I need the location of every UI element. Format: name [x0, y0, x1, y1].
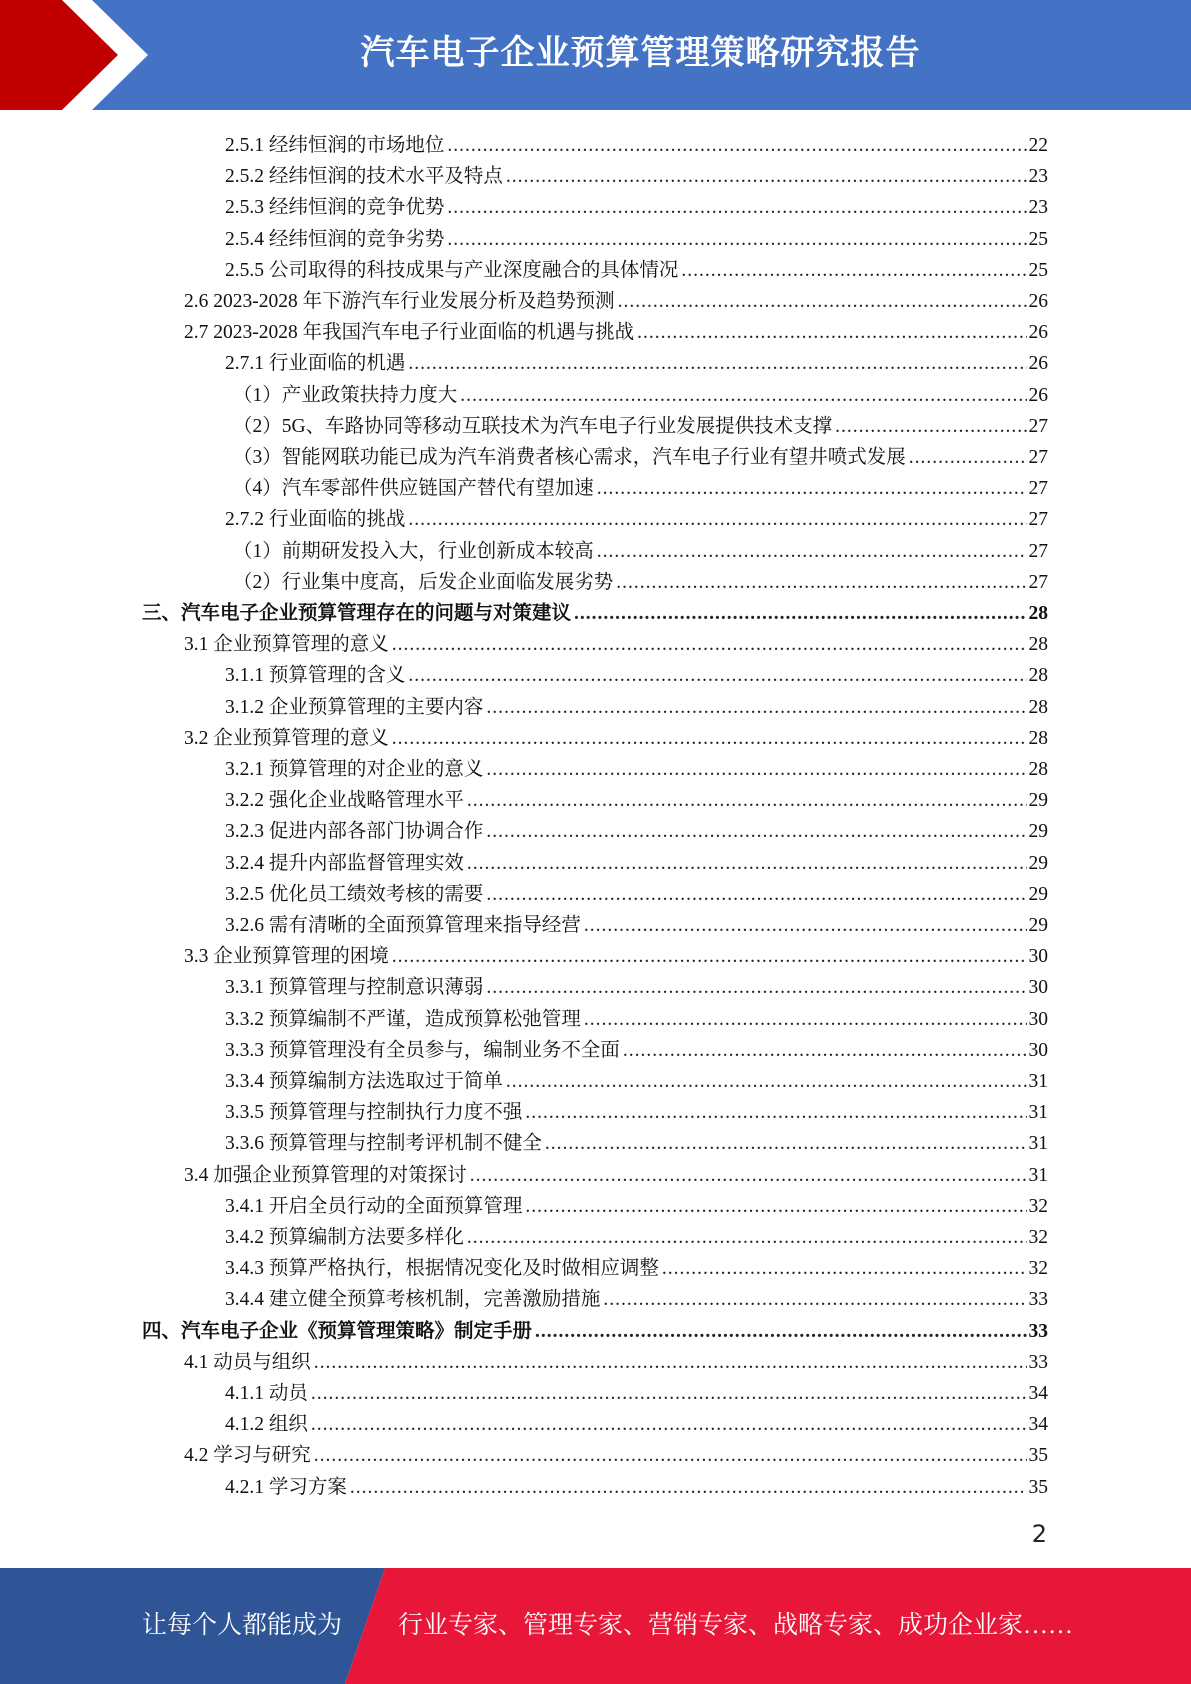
toc-entry[interactable] [225, 346, 1048, 377]
toc-dot-leader [314, 1443, 1027, 1469]
toc-entry-page: 31 [1028, 1071, 1048, 1092]
toc-entry-page: 34 [1028, 1383, 1048, 1404]
toc-entry[interactable] [233, 440, 1048, 471]
toc-entry-page: 30 [1028, 1008, 1048, 1030]
toc-entry-title: 3.2.4 提升内部监督管理实效 [225, 852, 464, 874]
toc-dot-leader [506, 1069, 1027, 1095]
toc-entry-page: 26 [1028, 322, 1048, 344]
report-title: 汽车电子企业预算管理策略研究报告 [360, 33, 921, 73]
toc-dot-leader [835, 414, 1026, 440]
toc-dot-leader [392, 944, 1027, 970]
toc-entry-title: 三、汽车电子企业预算管理存在的问题与对策建议 [142, 603, 572, 624]
toc-entry-title: （1）前期研发投入大，行业创新成本较高 [233, 540, 594, 562]
toc-dot-leader [525, 1100, 1026, 1126]
toc-dot-leader [350, 1475, 1027, 1501]
toc-entry-page: 29 [1028, 883, 1048, 905]
toc-dot-leader [486, 882, 1026, 908]
toc-entry[interactable] [225, 1064, 1048, 1095]
toc-dot-leader [486, 975, 1026, 1001]
toc-entry-page: 33 [1028, 1351, 1048, 1373]
toc-entry[interactable] [225, 908, 1048, 939]
toc-entry-page: 29 [1028, 915, 1048, 936]
toc-entry-title: 3.2 企业预算管理的意义 [184, 727, 389, 749]
toc-entry[interactable] [225, 1251, 1048, 1282]
toc-entry-page: 26 [1028, 384, 1048, 406]
toc-entry-page: 33 [1028, 1320, 1048, 1342]
toc-entry-page: 35 [1028, 1476, 1048, 1498]
toc-dot-leader [392, 632, 1027, 658]
toc-entry[interactable] [233, 565, 1048, 596]
toc-entry-title: 3.1.1 预算管理的含义 [225, 665, 406, 687]
toc-entry[interactable] [225, 690, 1048, 721]
toc-entry-page: 29 [1028, 790, 1048, 812]
toc-entry-title: 3.4.1 开启全员行动的全面预算管理 [225, 1195, 523, 1217]
toc-dot-leader [584, 913, 1027, 939]
toc-dot-leader [545, 1131, 1027, 1157]
toc-dot-leader [506, 164, 1027, 190]
toc-dot-leader [467, 1225, 1027, 1251]
page-footer [0, 1568, 1191, 1684]
toc-entry-title: 2.5.5 公司取得的科技成果与产业深度融合的具体情况 [225, 259, 679, 281]
toc-entry-title: 2.5.2 经纬恒润的技术水平及特点 [225, 166, 503, 188]
toc-entry-title: 3.4.4 建立健全预算考核机制，完善激励措施 [225, 1289, 601, 1311]
toc-entry-title: 3.3 企业预算管理的困境 [184, 946, 389, 968]
toc-dot-leader [408, 663, 1026, 689]
toc-entry-title: 4.2 学习与研究 [184, 1445, 311, 1467]
toc-entry-page: 22 [1028, 135, 1048, 156]
toc-entry[interactable] [225, 253, 1048, 284]
toc-dot-leader [408, 351, 1026, 377]
toc-dot-leader [486, 757, 1026, 783]
toc-entry-page: 31 [1028, 1164, 1048, 1186]
toc-entry[interactable] [225, 1376, 1048, 1407]
toc-dot-leader [909, 445, 1027, 471]
toc-entry[interactable] [225, 877, 1048, 908]
toc-dot-leader [392, 726, 1027, 752]
toc-entry-page: 28 [1028, 603, 1048, 624]
toc-entry-page: 28 [1028, 665, 1048, 687]
toc-entry[interactable] [233, 534, 1048, 565]
toc-entry-title: 4.1.2 组织 [225, 1414, 308, 1436]
toc-entry[interactable] [225, 783, 1048, 814]
toc-entry[interactable] [184, 627, 1048, 658]
toc-entry-title: 4.2.1 学习方案 [225, 1476, 347, 1498]
toc-entry-page: 28 [1028, 696, 1048, 718]
toc-entry[interactable] [225, 1189, 1048, 1220]
toc-entry[interactable] [184, 939, 1048, 970]
toc-entry[interactable] [225, 1407, 1048, 1438]
toc-entry[interactable] [184, 284, 1048, 315]
toc-entry-title: 2.6 2023-2028 年下游汽车行业发展分析及趋势预测 [184, 291, 615, 312]
toc-entry-page: 27 [1028, 571, 1048, 593]
toc-entry-page: 30 [1028, 946, 1048, 968]
toc-dot-leader [535, 1319, 1026, 1345]
toc-entry-title: 3.1.2 企业预算管理的主要内容 [225, 696, 484, 718]
toc-entry[interactable] [184, 721, 1048, 752]
toc-entry-page: 28 [1028, 634, 1048, 656]
toc-dot-leader [616, 570, 1026, 596]
toc-entry-page: 32 [1028, 1227, 1048, 1248]
toc-entry-page: 28 [1028, 727, 1048, 749]
toc-entry[interactable] [225, 846, 1048, 877]
toc-entry[interactable] [225, 970, 1048, 1001]
toc-entry-title: （4）汽车零部件供应链国产替代有望加速 [233, 478, 594, 500]
toc-entry-title: （2）5G、车路协同等移动互联技术为汽车电子行业发展提供技术支撑 [233, 415, 833, 437]
toc-entry[interactable] [233, 471, 1048, 502]
toc-entry-title: （3）智能网联功能已成为汽车消费者核心需求，汽车电子行业有望井喷式发展 [233, 447, 906, 468]
toc-entry[interactable] [225, 658, 1048, 689]
toc-dot-leader [623, 1038, 1027, 1064]
toc-entry-title: 3.4.2 预算编制方法要多样化 [225, 1227, 464, 1248]
toc-dot-leader [574, 601, 1026, 627]
toc-entry-title: 3.3.6 预算管理与控制考评机制不健全 [225, 1133, 542, 1155]
toc-entry[interactable] [142, 596, 1048, 627]
toc-entry-page: 26 [1028, 291, 1048, 312]
toc-entry-title: （1）产业政策扶持力度大 [233, 384, 458, 406]
toc-entry-title: 2.7.2 行业面临的挑战 [225, 509, 406, 531]
toc-entry[interactable] [225, 1033, 1048, 1064]
toc-entry-page: 31 [1028, 1133, 1048, 1155]
toc-entry-title: 3.2.1 预算管理的对企业的意义 [225, 759, 484, 780]
toc-entry-title: 3.2.5 优化员工绩效考核的需要 [225, 883, 484, 905]
toc-entry[interactable] [225, 1220, 1048, 1251]
toc-entry-title: 2.5.3 经纬恒润的竞争优势 [225, 197, 445, 219]
page-header [0, 0, 1191, 110]
toc-entry-title: 3.1 企业预算管理的意义 [184, 634, 389, 656]
toc-entry-page: 33 [1028, 1289, 1048, 1311]
toc-entry-page: 27 [1028, 415, 1048, 437]
toc-entry-page: 29 [1028, 821, 1048, 843]
toc-entry[interactable] [225, 190, 1048, 221]
toc-dot-leader [637, 320, 1026, 346]
toc-entry-title: 四、汽车电子企业《预算管理策略》制定手册 [142, 1320, 533, 1342]
toc-entry-page: 27 [1028, 509, 1048, 531]
toc-dot-leader [618, 289, 1027, 315]
toc-entry-page: 30 [1028, 1039, 1048, 1061]
toc-entry-title: 3.2.3 促进内部各部门协调合作 [225, 821, 484, 843]
toc-dot-leader [486, 819, 1026, 845]
toc-entry-title: 3.3.4 预算编制方法选取过于简单 [225, 1071, 503, 1092]
toc-entry[interactable] [225, 1282, 1048, 1313]
toc-entry-title: 3.4 加强企业预算管理的对策探讨 [184, 1164, 467, 1186]
toc-entry-page: 29 [1028, 852, 1048, 874]
toc-entry-page: 25 [1028, 228, 1048, 250]
toc-entry[interactable] [184, 1345, 1048, 1376]
toc-entry-page: 27 [1028, 478, 1048, 500]
toc-dot-leader [460, 383, 1026, 409]
toc-dot-leader [447, 227, 1026, 253]
toc-entry-page: 32 [1028, 1258, 1048, 1280]
toc-dot-leader [597, 476, 1027, 502]
toc-entry[interactable] [225, 752, 1048, 783]
toc-entry-title: （2）行业集中度高，后发企业面临发展劣势 [233, 571, 614, 593]
toc-entry[interactable] [225, 1002, 1048, 1033]
toc-entry[interactable] [225, 1126, 1048, 1157]
toc-dot-leader [584, 1007, 1027, 1033]
footer-slogan-right: 行业专家、管理专家、营销专家、战略专家、成功企业家…… [398, 1612, 1074, 1639]
toc-dot-leader [681, 258, 1026, 284]
toc-dot-leader [447, 133, 1026, 159]
toc-entry[interactable] [225, 1095, 1048, 1126]
toc-entry-title: 3.3.2 预算编制不严谨，造成预算松弛管理 [225, 1008, 581, 1030]
toc-dot-leader [311, 1381, 1027, 1407]
toc-entry-page: 23 [1028, 166, 1048, 188]
toc-entry-title: 2.7.1 行业面临的机遇 [225, 353, 406, 375]
toc-entry[interactable] [184, 1438, 1048, 1469]
toc-dot-leader [486, 695, 1026, 721]
toc-dot-leader [662, 1256, 1027, 1282]
toc-entry[interactable] [225, 159, 1048, 190]
toc-entry-title: 3.2.2 强化企业战略管理水平 [225, 790, 464, 812]
toc-dot-leader [467, 788, 1027, 814]
toc-entry[interactable] [225, 1470, 1048, 1501]
toc-entry-page: 27 [1028, 447, 1048, 468]
toc-entry-title: 3.3.3 预算管理没有全员参与，编制业务不全面 [225, 1039, 620, 1061]
toc-entry-page: 30 [1028, 977, 1048, 999]
toc-dot-leader [470, 1163, 1027, 1189]
toc-entry-title: 3.4.3 预算严格执行，根据情况变化及时做相应调整 [225, 1258, 659, 1280]
toc-entry-title: 4.1 动员与组织 [184, 1351, 311, 1373]
toc-dot-leader [467, 851, 1027, 877]
toc-entry-page: 31 [1028, 1102, 1048, 1124]
toc-dot-leader [447, 195, 1026, 221]
toc-entry-page: 35 [1028, 1445, 1048, 1467]
toc-entry[interactable] [233, 378, 1048, 409]
toc-entry-title: 2.7 2023-2028 年我国汽车电子行业面临的机遇与挑战 [184, 322, 635, 344]
toc-entry[interactable] [233, 409, 1048, 440]
toc-dot-leader [314, 1350, 1027, 1376]
toc-dot-leader [408, 507, 1026, 533]
toc-entry-title: 3.2.6 需有清晰的全面预算管理来指导经营 [225, 915, 581, 936]
toc-entry[interactable] [225, 128, 1048, 159]
toc-entry-title: 3.3.1 预算管理与控制意识薄弱 [225, 977, 484, 999]
toc-entry-page: 23 [1028, 197, 1048, 219]
toc-dot-leader [311, 1412, 1027, 1438]
toc-entry[interactable] [225, 814, 1048, 845]
toc-entry[interactable] [225, 222, 1048, 253]
toc-entry-page: 26 [1028, 353, 1048, 375]
toc-dot-leader [603, 1287, 1026, 1313]
toc-entry-page: 34 [1028, 1414, 1048, 1436]
toc-entry-title: 3.3.5 预算管理与控制执行力度不强 [225, 1102, 523, 1124]
footer-slogan-left: 让每个人都能成为 [142, 1612, 343, 1639]
toc-entry-title: 2.5.1 经纬恒润的市场地位 [225, 135, 445, 156]
toc-entry-page: 28 [1028, 759, 1048, 780]
page-number: 2 [1031, 1520, 1047, 1548]
toc-entry-page: 32 [1028, 1195, 1048, 1217]
toc-dot-leader [525, 1194, 1026, 1220]
toc-entry[interactable] [184, 1158, 1048, 1189]
toc-entry[interactable] [184, 315, 1048, 346]
toc-entry-page: 27 [1028, 540, 1048, 562]
toc-dot-leader [597, 539, 1027, 565]
toc-entry[interactable] [142, 1314, 1048, 1345]
toc-entry-title: 4.1.1 动员 [225, 1383, 308, 1404]
toc-entry-title: 2.5.4 经纬恒润的竞争劣势 [225, 228, 445, 250]
toc-entry-page: 25 [1028, 259, 1048, 281]
toc-entry[interactable] [225, 502, 1048, 533]
